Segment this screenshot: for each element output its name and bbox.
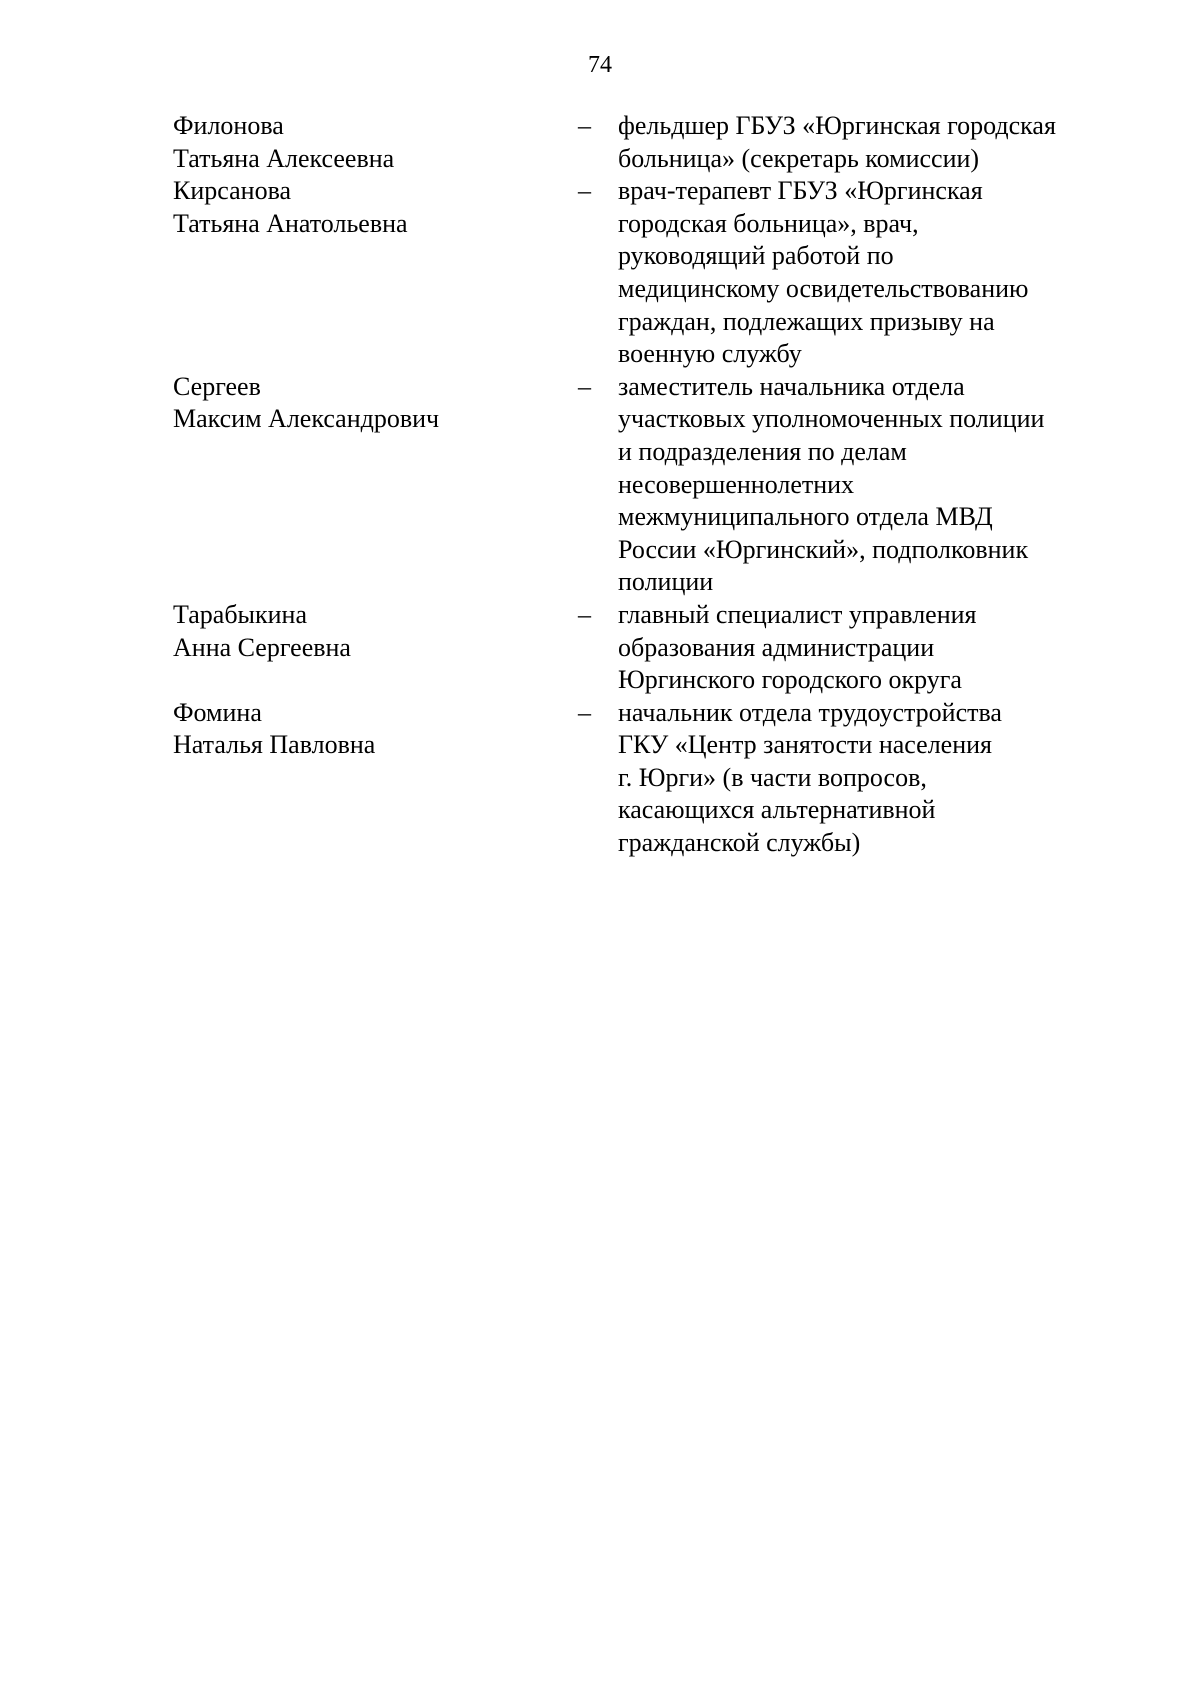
role-line: гражданской службы) xyxy=(618,828,861,858)
commission-member-list xyxy=(173,110,1113,860)
member-entry-sergeev xyxy=(173,371,1113,599)
member-entry-tarabykina xyxy=(173,599,1113,697)
dash-separator: – xyxy=(578,599,591,629)
member-role xyxy=(618,371,1113,599)
member-surname: Тарабыкина xyxy=(173,599,308,629)
role-line: медицинскому освидетельствованию xyxy=(618,273,1029,303)
dash-separator: – xyxy=(578,111,591,140)
member-entry-kirsanova xyxy=(173,175,1113,371)
member-surname: Фомина xyxy=(173,697,262,727)
member-role xyxy=(618,175,1113,371)
role-line: межмуниципального отдела МВД xyxy=(618,502,993,532)
member-entry-filonova xyxy=(173,110,1113,175)
member-name xyxy=(173,371,573,436)
member-surname: Филонова xyxy=(173,111,284,140)
role-line: военную службу xyxy=(618,339,802,369)
role-line: участковых уполномоченных полиции xyxy=(618,404,1045,434)
member-role xyxy=(618,599,1113,697)
member-given-names: Татьяна Анатольевна xyxy=(173,208,408,238)
role-line: несовершеннолетних xyxy=(618,469,855,499)
role-line: больница» (секретарь комиссии) xyxy=(618,143,980,173)
member-surname: Кирсанова xyxy=(173,176,292,206)
role-line: фельдшер ГБУЗ «Юргинская городская xyxy=(618,111,1056,140)
role-line: России «Юргинский», подполковник xyxy=(618,534,1029,564)
dash-separator: – xyxy=(578,371,591,401)
member-name xyxy=(173,110,573,175)
role-line: образования администрации xyxy=(618,632,935,662)
member-role xyxy=(618,110,1113,175)
role-line: руководящий работой по xyxy=(618,241,894,271)
member-given-names: Максим Александрович xyxy=(173,404,440,434)
role-line: граждан, подлежащих призыву на xyxy=(618,306,995,336)
role-line: и подразделения по делам xyxy=(618,436,907,466)
role-line: полиции xyxy=(618,567,714,597)
member-name xyxy=(173,697,573,762)
member-given-names: Татьяна Алексеевна xyxy=(173,143,395,173)
member-given-names: Анна Сергеевна xyxy=(173,632,351,662)
member-entry-fomina xyxy=(173,697,1113,860)
member-surname: Сергеев xyxy=(173,371,261,401)
role-line: Юргинского городского округа xyxy=(618,665,962,695)
role-line: заместитель начальника отдела xyxy=(618,371,965,401)
role-line: начальник отдела трудоустройства xyxy=(618,697,1002,727)
role-line: городская больница», врач, xyxy=(618,208,919,238)
role-line: ГКУ «Центр занятости населения xyxy=(618,730,992,760)
member-name xyxy=(173,599,573,664)
page-number: 74 xyxy=(588,52,612,78)
dash-separator: – xyxy=(578,176,591,206)
dash-separator: – xyxy=(578,697,591,727)
role-line: касающихся альтернативной xyxy=(618,795,936,825)
member-role xyxy=(618,697,1113,860)
role-line: врач-терапевт ГБУЗ «Юргинская xyxy=(618,176,983,206)
role-line: г. Юрги» (в части вопросов, xyxy=(618,762,927,792)
member-given-names: Наталья Павловна xyxy=(173,730,376,760)
role-line: главный специалист управления xyxy=(618,599,977,629)
member-name xyxy=(173,175,573,240)
